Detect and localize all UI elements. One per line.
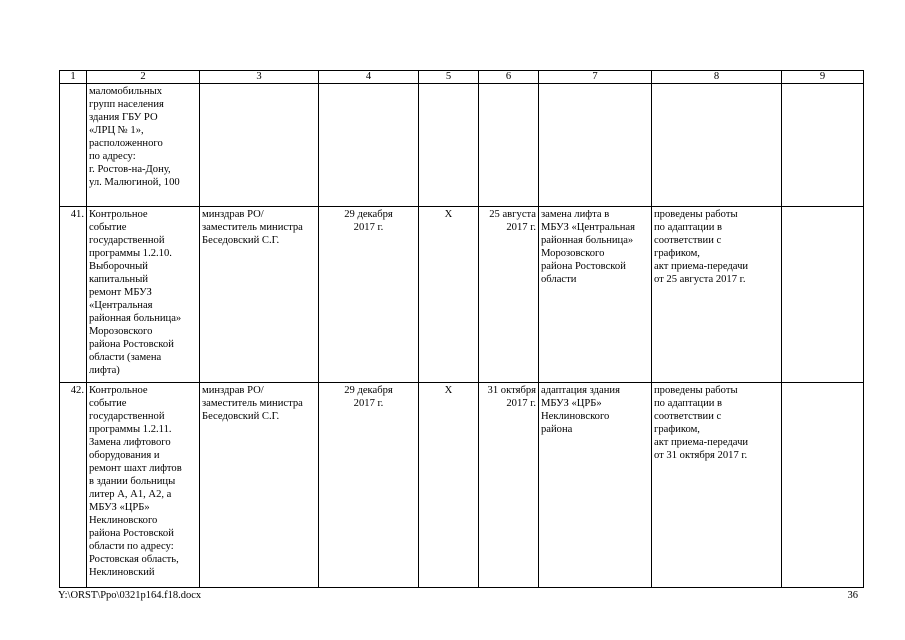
cell-text-line: «ЛРЦ № 1», [89, 125, 144, 136]
cell-text-line: событие [89, 222, 127, 233]
cell-text-line: 31 октября [487, 385, 536, 396]
cell-text-line: адаптация здания [541, 385, 620, 396]
column-header: 3 [200, 71, 319, 84]
cell-text-line: Выборочный [89, 261, 148, 272]
column-header: 4 [319, 71, 419, 84]
cell-text-line: по адресу: [89, 151, 136, 162]
column-header: 6 [479, 71, 539, 84]
cell-text-line: МБУЗ «ЦРБ» [541, 398, 602, 409]
cell-text-line: заместитель министра [202, 222, 303, 233]
cell-text-line: групп населения [89, 99, 164, 110]
column-number-row [60, 71, 864, 84]
cell-text-line: событие [89, 398, 127, 409]
cell-text-line: ул. Малюгиной, 100 [89, 177, 180, 188]
cell-text-line: литер А, А1, А2, а [89, 489, 172, 500]
cell-text-line: МБУЗ «Центральная [541, 222, 635, 233]
cell-text-line: района Ростовской [89, 528, 174, 539]
result-cell [539, 207, 652, 383]
cell-text-line: Контрольное [89, 209, 148, 220]
fact-date-cell [479, 84, 539, 207]
fact-date-cell [479, 207, 539, 383]
cell-text-line: капитальный [89, 274, 149, 285]
event-cell [87, 207, 200, 383]
cell-text-line: заместитель министра [202, 398, 303, 409]
cell-text-line: программы 1.2.10. [89, 248, 172, 259]
cell-text-line: районная больница» [89, 313, 182, 324]
result-cell [539, 84, 652, 207]
responsible-cell [200, 207, 319, 383]
note-cell [782, 84, 864, 207]
cell-text-line: «Центральная [89, 300, 153, 311]
cell-text-line: 2017 г. [353, 222, 384, 233]
table-row [60, 207, 864, 383]
cell-text-line: по адаптации в [654, 222, 723, 233]
note-cell [782, 383, 864, 588]
cell-text-line: района [541, 424, 573, 435]
cell-text-line: 2017 г. [353, 398, 384, 409]
cell-text-line: района Ростовской [541, 261, 626, 272]
cell-text-line: области (замена [89, 352, 162, 363]
mark-cell [419, 84, 479, 207]
cell-text-line: Контрольное [89, 385, 148, 396]
cell-text-line: области по адресу: [89, 541, 174, 552]
cell-text-line: области [541, 274, 577, 285]
cell-text-line: 29 декабря [344, 209, 393, 220]
cell-text-line: Неклиновского [541, 411, 610, 422]
column-header: 7 [539, 71, 652, 84]
cell-text-line: Морозовского [541, 248, 605, 259]
note-cell [782, 207, 864, 383]
row-number-cell: 42. [60, 383, 87, 588]
cell-text-line: замена лифта в [541, 209, 610, 220]
cell-text-line: государственной [89, 411, 165, 422]
cell-text-line: маломобильных [89, 86, 163, 97]
responsible-cell [200, 383, 319, 588]
cell-text-line: соответствии с [654, 235, 722, 246]
cell-text-line: программы 1.2.11. [89, 424, 172, 435]
cell-text-line: Ростовская область, [89, 554, 179, 565]
cell-text-line: от 31 октября 2017 г. [654, 450, 748, 461]
cell-text-line: графиком, [654, 424, 700, 435]
cell-text-line: оборудования и [89, 450, 160, 461]
cell-text-line: 29 декабря [344, 385, 393, 396]
plan-date-cell [319, 207, 419, 383]
page-number: 36 [847, 590, 858, 601]
footer-file-path: Y:\ORST\Ppo\0321p164.f18.docx [58, 590, 202, 601]
cell-text-line: от 25 августа 2017 г. [654, 274, 746, 285]
mark-cell: Х [419, 383, 479, 588]
cell-text-line: 2017 г. [506, 398, 536, 409]
mark-cell: Х [419, 207, 479, 383]
table-row [60, 84, 864, 207]
responsible-cell [200, 84, 319, 207]
plan-date-cell [319, 383, 419, 588]
cell-text-line: в здании больницы [89, 476, 176, 487]
row-number-cell [60, 84, 87, 207]
info-cell [652, 383, 782, 588]
cell-text-line: Неклиновский [89, 567, 155, 578]
column-header: 1 [60, 71, 87, 84]
column-header: 2 [87, 71, 200, 84]
cell-text-line: графиком, [654, 248, 700, 259]
cell-text-line: по адаптации в [654, 398, 723, 409]
info-cell [652, 84, 782, 207]
cell-text-line: 2017 г. [506, 222, 536, 233]
cell-text-line: района Ростовской [89, 339, 174, 350]
event-cell [87, 383, 200, 588]
cell-text-line: 25 августа [489, 209, 536, 220]
cell-text-line: Морозовского [89, 326, 153, 337]
cell-text-line: расположенного [89, 138, 163, 149]
cell-text-line: государственной [89, 235, 165, 246]
cell-text-line: минздрав РО/ [202, 385, 264, 396]
cell-text-line: ремонт МБУЗ [89, 287, 152, 298]
cell-text-line: минздрав РО/ [202, 209, 264, 220]
result-cell [539, 383, 652, 588]
cell-text-line: ремонт шахт лифтов [89, 463, 182, 474]
plan-date-cell [319, 84, 419, 207]
cell-text-line: здания ГБУ РО [89, 112, 158, 123]
table-row [60, 383, 864, 588]
column-header: 5 [419, 71, 479, 84]
cell-text-line: акт приема-передачи [654, 261, 749, 272]
cell-text-line: г. Ростов-на-Дону, [89, 164, 171, 175]
cell-text-line: МБУЗ «ЦРБ» [89, 502, 150, 513]
cell-text-line: соответствии с [654, 411, 722, 422]
cell-text-line: акт приема-передачи [654, 437, 749, 448]
event-cell [87, 84, 200, 207]
cell-text-line: проведены работы [654, 385, 738, 396]
document-table [59, 70, 864, 588]
cell-text-line: проведены работы [654, 209, 738, 220]
column-header: 9 [782, 71, 864, 84]
row-number-cell: 41. [60, 207, 87, 383]
cell-text-line: районная больница» [541, 235, 634, 246]
cell-text-line: Беседовский С.Г. [202, 411, 280, 422]
cell-text-line: лифта) [89, 365, 120, 376]
fact-date-cell [479, 383, 539, 588]
info-cell [652, 207, 782, 383]
column-header: 8 [652, 71, 782, 84]
cell-text-line: Неклиновского [89, 515, 158, 526]
cell-text-line: Замена лифтового [89, 437, 171, 448]
cell-text-line: Беседовский С.Г. [202, 235, 280, 246]
